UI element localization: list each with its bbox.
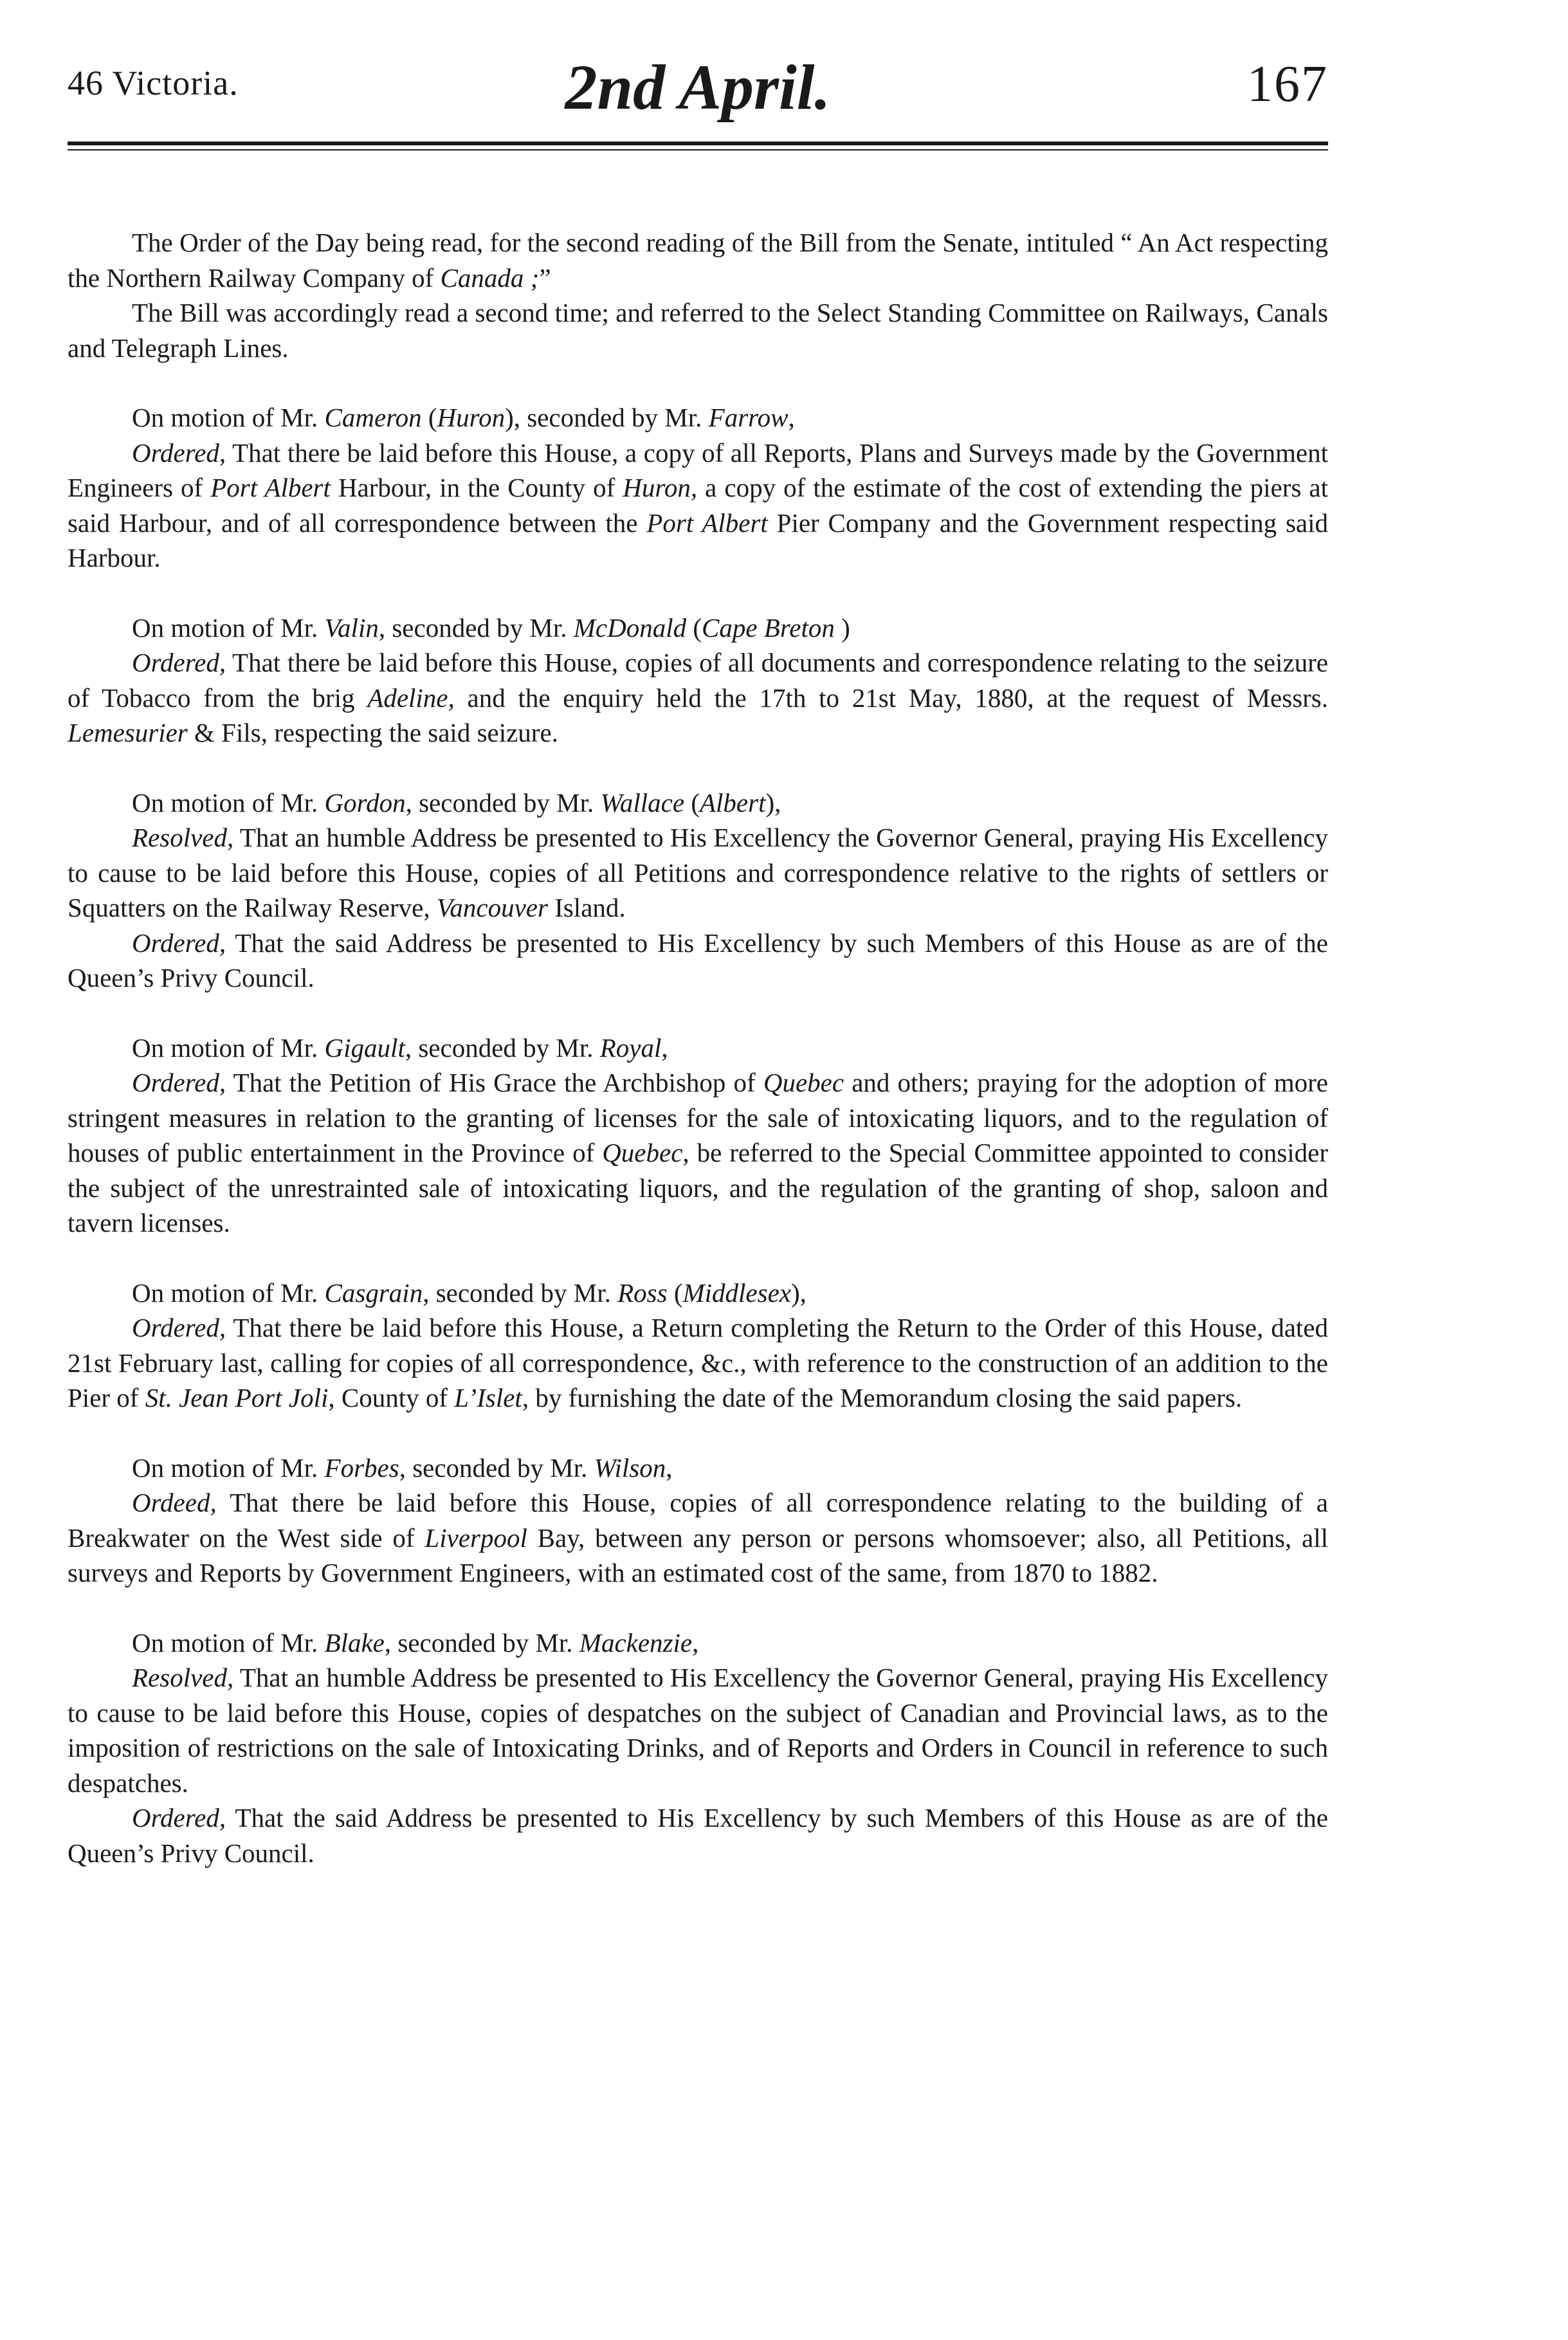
- text-run: That there be laid before this House, a Return completing the Return to the Order of this House, dated 21st February last, calling for copies of all correspondence, &c., with reference to the construction of an addition to the Pier of: [68, 1313, 1328, 1412]
- italic-text: Ross: [617, 1277, 668, 1308]
- italic-text: L’Islet: [454, 1383, 522, 1412]
- motion-line: [68, 610, 1328, 646]
- entry-paragraph: [68, 1485, 1328, 1591]
- motion-line: [68, 1275, 1328, 1311]
- text-run: ),: [790, 1277, 807, 1308]
- italic-text: Gigault: [324, 1032, 405, 1063]
- text-run: a copy of the estimate of the cost of extending the piers at said Harbour, and of all correspondence between the: [68, 473, 1329, 538]
- entry-paragraph: [68, 1800, 1328, 1870]
- italic-text: Adeline,: [367, 682, 455, 713]
- text-run: That the said Address be presented to His Excellency by such Members of this House as are of the Queen’s Privy Council.: [68, 928, 1328, 992]
- italic-text: Ordered,: [132, 437, 226, 468]
- text-run: , seconded by Mr.: [423, 1277, 618, 1308]
- journal-entry: [68, 400, 1328, 576]
- italic-text: Mackenzie: [579, 1627, 693, 1658]
- text-run: , seconded by Mr.: [405, 1032, 600, 1063]
- italic-text: Resolved,: [132, 823, 234, 852]
- italic-text: Lemesurier: [68, 718, 188, 747]
- italic-text: Port Albert: [646, 507, 768, 538]
- entry-paragraph: [68, 1310, 1328, 1416]
- italic-text: Cameron: [324, 403, 422, 432]
- italic-text: Valin: [324, 612, 379, 643]
- italic-text: Resolved,: [132, 1663, 234, 1692]
- text-run: That there be laid before this House, copies of all documents and correspondence relating to the seizure of Tobacco from the brig: [68, 648, 1328, 713]
- italic-text: St. Jean Port Joli: [145, 1383, 329, 1412]
- italic-text: Forbes: [324, 1452, 399, 1483]
- page-date: 2nd April.: [565, 51, 831, 123]
- journal-entry: [68, 225, 1328, 365]
- page-number: 167: [1247, 56, 1328, 113]
- text-run: ), seconded by Mr.: [505, 403, 709, 432]
- motion-line: [68, 1625, 1328, 1661]
- italic-text: Ordered,: [132, 1803, 226, 1833]
- italic-text: Blake: [324, 1627, 385, 1658]
- journal-entry: [68, 1450, 1328, 1591]
- italic-text: Albert: [699, 787, 766, 818]
- entry-paragraph: [68, 435, 1328, 576]
- text-run: That the said Address be presented to His Excellency by such Members of this House as are of the Queen’s Privy Council.: [68, 1803, 1328, 1868]
- text-run: On motion of Mr.: [132, 612, 325, 643]
- text-run: ,: [666, 1452, 673, 1483]
- entry-paragraph: [68, 926, 1328, 996]
- italic-text: Farrow: [708, 403, 789, 432]
- text-run: , by furnishing the date of the Memorandum closing the said papers.: [522, 1383, 1243, 1412]
- text-run: , County of: [328, 1383, 455, 1412]
- italic-text: Wilson: [594, 1452, 666, 1483]
- italic-text: Huron,: [623, 473, 698, 502]
- motion-line: [68, 400, 1328, 435]
- italic-text: Wallace: [600, 787, 685, 818]
- journal-entry: [68, 610, 1328, 751]
- text-run: The Order of the Day being read, for the second reading of the Bill from the Senate, intituled “ An Act respecting the Northern Railway Company of: [68, 228, 1328, 293]
- italic-text: Middlesex: [682, 1277, 791, 1308]
- text-run: Pier Company and the Government respecting said Harbour.: [68, 507, 1328, 572]
- text-run: On motion of Mr.: [132, 1627, 325, 1658]
- italic-text: Royal: [599, 1032, 662, 1063]
- italic-text: Ordered,: [132, 648, 226, 677]
- italic-text: Vancouver: [436, 893, 548, 922]
- text-run: ),: [765, 787, 781, 818]
- text-run: , seconded by Mr.: [378, 612, 574, 643]
- text-run: That there be laid before this House, a copy of all Reports, Plans and Surveys made by the Government Engineers of: [68, 437, 1328, 502]
- italic-text: Ordered,: [132, 928, 226, 958]
- text-run: ”: [539, 262, 551, 293]
- session-label: 46 Victoria.: [68, 64, 239, 102]
- text-run: Island.: [547, 893, 626, 922]
- journal-entry: [68, 1625, 1328, 1871]
- text-run: , seconded by Mr.: [405, 787, 601, 818]
- italic-text: Quebec: [602, 1138, 683, 1167]
- text-run: and others; praying for the adoption of more stringent measures in relation to the granting of licenses for the sale of intoxicating liquors, and to the regulation of houses of public entertainment in the Province of: [68, 1068, 1329, 1167]
- italic-text: Liverpool: [424, 1522, 527, 1553]
- italic-text: Ordeed,: [132, 1488, 217, 1517]
- text-run: On motion of Mr.: [132, 1452, 325, 1483]
- journal-entry: [68, 1030, 1328, 1241]
- entry-paragraph: [68, 1065, 1328, 1241]
- motion-line: [68, 785, 1328, 821]
- entry-paragraph: [68, 645, 1328, 751]
- italic-text: Casgrain: [324, 1277, 423, 1308]
- journal-entry: [68, 1275, 1328, 1416]
- entry-paragraph: [68, 1660, 1328, 1800]
- motion-line: [68, 1450, 1328, 1486]
- italic-text: Ordered,: [132, 1313, 226, 1342]
- text-run: , seconded by Mr.: [399, 1452, 594, 1483]
- italic-text: Ordered,: [132, 1068, 226, 1097]
- header-rule: [68, 142, 1328, 151]
- text-run: That an humble Address be presented to His Excellency the Governor General, praying His Excellency to cause to be laid before this House, copies of despatches on the subject of Canadian and Provincial laws, as to the imposition of restrictions on the sale of Intoxicating Drinks, and of Reports and Orders in Council in reference to such despatches.: [68, 1663, 1328, 1798]
- text-run: (: [684, 787, 700, 818]
- text-run: (: [667, 1277, 683, 1308]
- italic-text: Cape Breton: [702, 612, 835, 643]
- text-run: ,: [661, 1032, 668, 1063]
- journal-entry: [68, 785, 1328, 996]
- text-run: , be referred to the Special Committee appointed to consider the subject of the unrestrainted sale of intoxicating liquors, and the regulation of the granting of shop, saloon and tavern licenses.: [68, 1138, 1328, 1238]
- italic-text: Huron: [437, 403, 506, 432]
- text-run: That there be laid before this House, copies of all correspondence relating to the building of a Breakwater on the West side of: [68, 1488, 1328, 1553]
- text-run: That the Petition of His Grace the Archbishop of: [226, 1068, 763, 1097]
- text-run: (: [686, 612, 702, 643]
- text-run: and the enquiry held the 17th to 21st May, 1880, at the request of Messrs.: [454, 682, 1328, 713]
- text-run: (: [421, 403, 437, 432]
- text-run: ): [834, 612, 850, 643]
- text-run: On motion of Mr.: [132, 1277, 325, 1308]
- text-run: & Fils, respecting the said seizure.: [187, 718, 558, 747]
- italic-text: Port Albert: [210, 473, 331, 502]
- journal-body: [68, 225, 1328, 1870]
- italic-text: Gordon: [324, 787, 406, 818]
- text-run: On motion of Mr.: [132, 403, 325, 432]
- text-run: ,: [788, 403, 795, 432]
- italic-text: Quebec: [763, 1068, 844, 1097]
- entry-paragraph: [68, 225, 1328, 295]
- text-run: , seconded by Mr.: [384, 1627, 579, 1658]
- text-run: That an humble Address be presented to His Excellency the Governor General, praying His Excellency to cause to be laid before this House, copies of all Petitions and correspondence relative to the rights of settlers or Squatters on the Railway Reserve,: [68, 823, 1328, 922]
- page-header: [68, 45, 1328, 148]
- italic-text: McDonald: [573, 612, 687, 643]
- entry-paragraph: [68, 295, 1328, 365]
- italic-text: Canada ;: [440, 262, 540, 293]
- text-run: ,: [692, 1627, 699, 1658]
- entry-paragraph: [68, 820, 1328, 926]
- text-run: The Bill was accordingly read a second time; and referred to the Select Standing Committee on Railways, Canals and Telegraph Lines.: [68, 298, 1328, 363]
- motion-line: [68, 1030, 1328, 1066]
- text-run: Bay, between any person or persons whomsoever; also, all Petitions, all surveys and Reports by Government Engineers, with an estimated cost of the same, from 1870 to 1882.: [68, 1522, 1328, 1587]
- journal-page: [68, 45, 1328, 2322]
- text-run: On motion of Mr.: [132, 787, 325, 818]
- text-run: Harbour, in the County of: [330, 473, 623, 502]
- text-run: On motion of Mr.: [132, 1032, 325, 1063]
